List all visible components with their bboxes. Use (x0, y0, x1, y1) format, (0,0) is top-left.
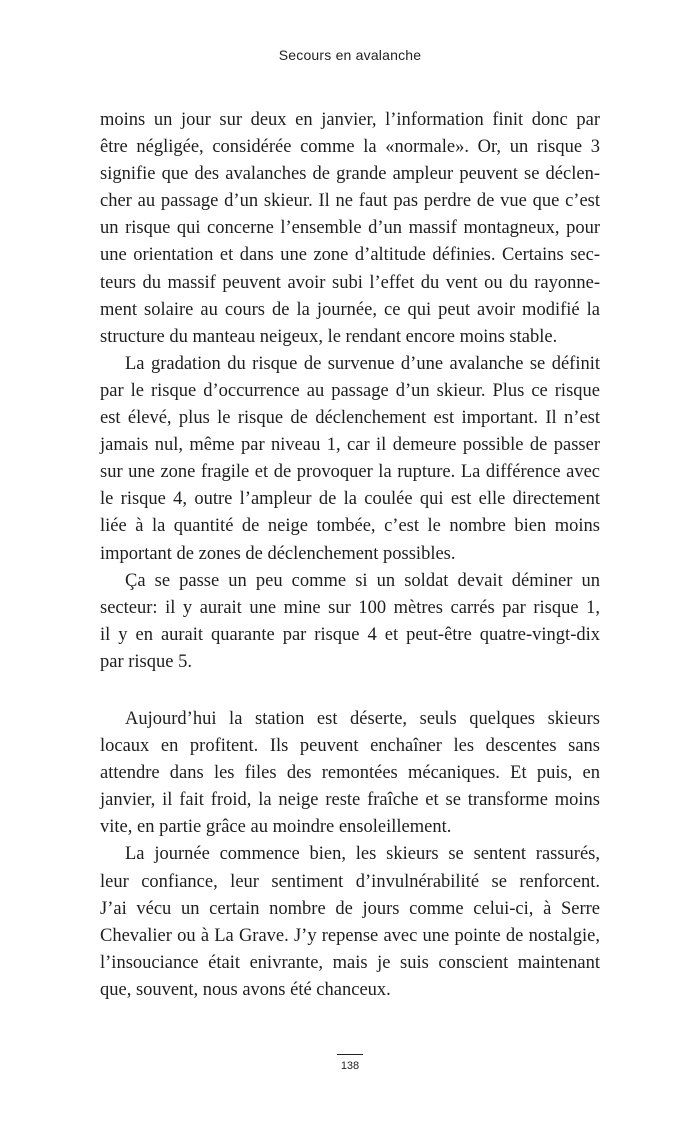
text-line: structure du manteau neigeux, le rendant encore moins stable. (100, 326, 558, 347)
text-line: La gradation du risque de survenue d’une avalanche se définit (125, 353, 600, 374)
paragraph (100, 568, 600, 676)
text-line: est élevé, plus le risque de déclenchement est important. Il n’est (100, 408, 600, 429)
text-line: locaux en profitent. Ils peuvent enchaîner les descentes sans (100, 736, 600, 757)
paragraph (100, 706, 600, 841)
text-line: signifie que des avalanches de grande ampleur peuvent se déclen- (100, 164, 600, 185)
text-line: janvier, il fait froid, la neige reste fraîche et se transforme moins (100, 790, 600, 811)
text-line: moins un jour sur deux en janvier, l’information finit donc par (100, 110, 600, 130)
text-line: leur confiance, leur sentiment d’invulnérabilité se renforcent. (100, 871, 600, 892)
text-section-1 (100, 107, 600, 676)
text-line: teurs du massif peuvent avoir subi l’effet du vent ou du rayonne- (100, 272, 600, 293)
text-line: l’insouciance était enivrante, mais je suis conscient maintenant (100, 952, 600, 973)
text-line: ment solaire au cours de la journée, ce qui peut avoir modifié la (100, 299, 600, 320)
text-line: Chevalier ou à La Grave. J’y repense avec une pointe de nostalgie, (100, 925, 600, 946)
text-line: le risque 4, outre l’ampleur de la coulée qui est elle directement (100, 489, 600, 510)
text-line: jamais nul, même par niveau 1, car il demeure possible de passer (100, 435, 600, 456)
text-line: vite, en partie grâce au moindre ensoleillement. (100, 817, 452, 838)
text-line: liée à la quantité de neige tombée, c’est le nombre bien moins (100, 516, 600, 537)
text-line: que, souvent, nous avons été chanceux. (100, 979, 391, 1000)
running-head: Secours en avalanche (278, 47, 422, 63)
paragraph (100, 841, 600, 1004)
text-line: par le risque d’occurrence au passage d’un skieur. Plus ce risque (100, 380, 600, 401)
text-line: secteur: il y aurait une mine sur 100 mètres carrés par risque 1, (100, 597, 600, 618)
page-number: 138 (340, 1060, 360, 1072)
folio-rule (337, 1054, 363, 1055)
text-line: un risque qui concerne l’ensemble d’un massif montagneux, pour (100, 218, 600, 239)
text-line: être négligée, considérée comme la «normale». Or, un risque 3 (100, 137, 600, 158)
text-line: il y en aurait quarante par risque 4 et peut-être quatre-vingt-dix (100, 624, 600, 645)
text-line: cher au passage d’un skieur. Il ne faut pas perdre de vue que c’est (100, 191, 600, 212)
text-line: J’ai vécu un certain nombre de jours comme celui-ci, à Serre (100, 898, 600, 919)
paragraph (100, 107, 600, 351)
text-line: attendre dans les files des remontées mécaniques. Et puis, en (100, 763, 600, 784)
text-line: Aujourd’hui la station est déserte, seuls quelques skieurs (125, 709, 600, 729)
text-line: La journée commence bien, les skieurs se sentent rassurés, (125, 844, 600, 865)
text-line: une orientation et dans une zone d’altitude définies. Certains sec- (100, 245, 600, 266)
text-line: sur une zone fragile et de provoquer la rupture. La différence avec (100, 462, 600, 483)
text-line: par risque 5. (100, 651, 192, 672)
text-line: Ça se passe un peu comme si un soldat devait déminer un (125, 570, 600, 591)
paragraph (100, 351, 600, 568)
text-line: important de zones de déclenchement possibles. (100, 543, 456, 564)
text-section-2 (100, 706, 600, 1004)
